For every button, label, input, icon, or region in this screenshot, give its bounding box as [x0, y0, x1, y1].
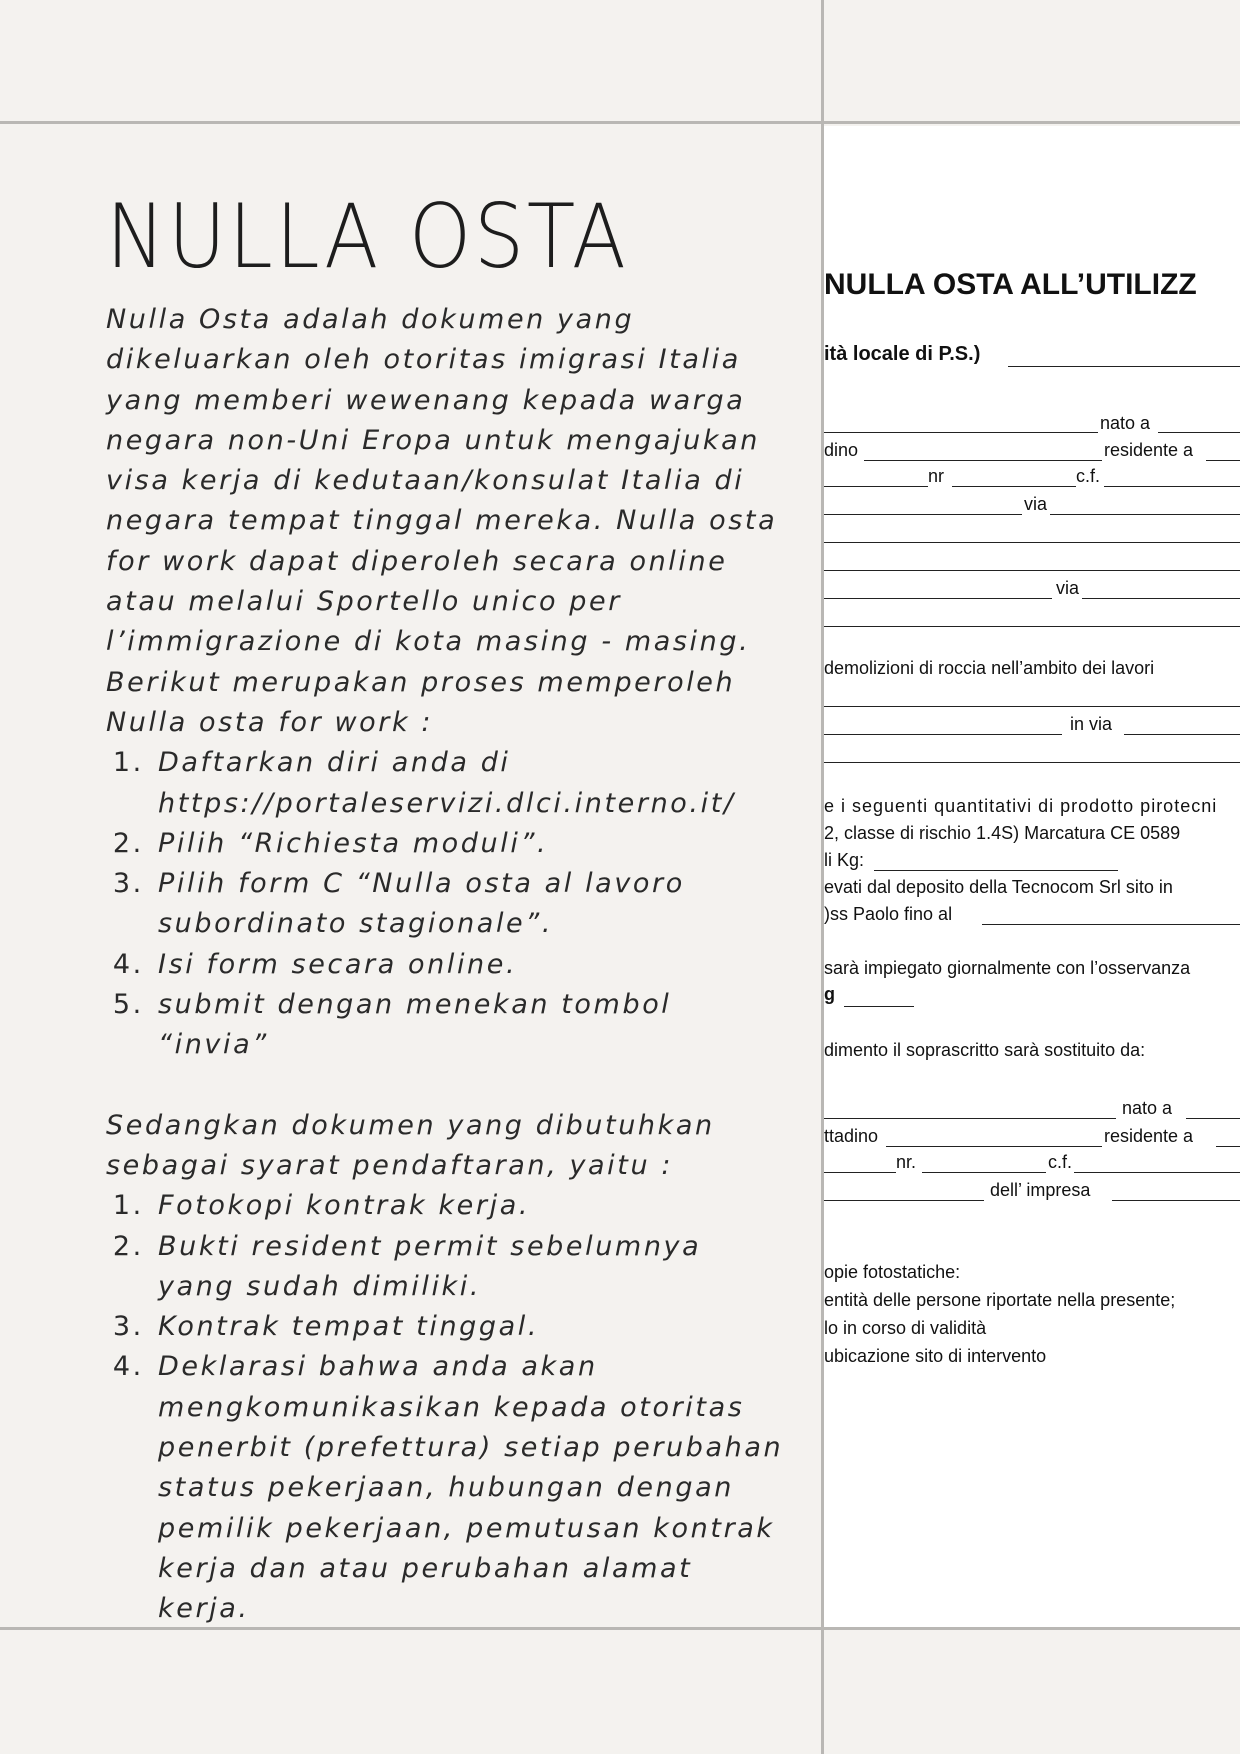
step-item: 2. Pilih “Richiesta moduli”.	[155, 824, 786, 864]
form-label-cf-2: c.f.	[1048, 1152, 1073, 1172]
form-label-nr: nr	[928, 466, 945, 486]
form-underline	[1186, 1118, 1240, 1119]
form-label-nato-a: nato a	[1100, 413, 1151, 433]
form-label-residente-a-2: residente a	[1104, 1126, 1194, 1146]
requirement-item: 1. Fotokopi kontrak kerja.	[155, 1186, 786, 1226]
form-underline	[1124, 734, 1240, 735]
form-authority: ità locale di P.S.)	[824, 343, 981, 365]
form-underline	[824, 432, 1098, 433]
form-underline	[1206, 460, 1240, 461]
form-underline	[824, 626, 1240, 627]
form-underline	[1050, 514, 1240, 515]
form-label-g: g	[824, 984, 835, 1004]
form-underline	[824, 734, 1062, 735]
form-underline	[1082, 598, 1240, 599]
requirement-item: 4. Deklarasi bahwa anda akan mengkomunikasikan kepada otoritas penerbit (prefettura) setiap perubahan status pekerjaan, hubungan dengan pemilik pekerjaan, pemutusan kontrak kerja dan atau perubahan alamat kerja.	[155, 1347, 786, 1629]
requirement-item: 3. Kontrak tempat tinggal.	[155, 1307, 786, 1347]
form-heading: NULLA OSTA ALL’UTILIZZ	[824, 268, 1197, 301]
form-label-dino: dino	[824, 440, 859, 460]
form-underline	[952, 486, 1076, 487]
form-label-kg: li Kg:	[824, 850, 865, 870]
form-label-cf: c.f.	[1076, 466, 1101, 486]
form-underline	[1158, 432, 1240, 433]
page-title: NULLA OSTA	[106, 185, 629, 288]
form-underline	[824, 1200, 984, 1201]
requirement-item: 2. Bukti resident permit sebelumnya yang sudah dimiliki.	[155, 1227, 786, 1308]
form-label-nr-2: nr.	[896, 1152, 917, 1172]
form-text-oss-paolo: )ss Paolo fino al	[824, 904, 953, 924]
step-item: 3. Pilih form C “Nulla osta al lavoro subordinato stagionale”.	[155, 864, 786, 945]
form-underline	[824, 762, 1240, 763]
step-item: 1. Daftarkan diri anda di https://portaleservizi.dlci.interno.it/	[155, 743, 786, 824]
step-item: 5. submit dengan menekan tombol “invia”	[155, 985, 786, 1066]
form-underline	[824, 1172, 896, 1173]
form-document-image	[824, 126, 1240, 1627]
form-text-copie: opie fotostatiche:	[824, 1262, 961, 1282]
form-label-via: via	[1024, 494, 1048, 514]
article-body	[106, 300, 786, 1630]
form-underline	[844, 1006, 914, 1007]
form-underline	[982, 924, 1240, 925]
form-label-impresa: dell’ impresa	[990, 1180, 1091, 1200]
form-text-impiegato: sarà impiegato giornalmente con l’osservanza	[824, 958, 1191, 978]
intro-paragraph: Nulla Osta adalah dokumen yang dikeluarkan oleh otoritas imigrasi Italia yang memberi wewenang kepada warga negara non-Uni Eropa untuk mengajukan visa kerja di kedutaan/konsulat Italia di negara tempat tinggal mereka. Nulla osta for work dapat diperoleh secara online atau melalui Sportello unico per l’immigrazione di kota masing - masing. Berikut merupakan proses memperoleh Nulla osta for work :	[106, 304, 778, 738]
form-text-identita: entità delle persone riportate nella presente;	[824, 1290, 1176, 1310]
form-underline	[824, 706, 1240, 707]
form-underline	[1112, 1200, 1240, 1201]
form-underline	[824, 514, 1022, 515]
form-label-via: via	[1056, 578, 1080, 598]
steps-list	[106, 743, 786, 1065]
form-underline	[824, 486, 928, 487]
top-divider	[0, 121, 1240, 124]
spacer	[106, 1066, 786, 1106]
form-underline	[874, 870, 1118, 871]
form-underline	[1008, 366, 1240, 367]
form-label-residente-a: residente a	[1104, 440, 1194, 460]
requirements-list	[106, 1186, 786, 1629]
form-underline	[922, 1172, 1046, 1173]
form-text-classe: 2, classe di rischio 1.4S) Marcatura CE 0589	[824, 823, 1181, 843]
form-text-sostituito: dimento il soprascritto sarà sostituito da:	[824, 1040, 1146, 1060]
form-text-demolizioni: demolizioni di roccia nell’ambito dei lavori	[824, 658, 1155, 678]
form-label-ttadino: ttadino	[824, 1126, 879, 1146]
form-text-prelevati: evati dal deposito della Tecnocom Srl sito in	[824, 877, 1173, 897]
form-label-nato-a-2: nato a	[1122, 1098, 1173, 1118]
form-text-validita: lo in corso di validità	[824, 1318, 987, 1338]
form-underline	[824, 1118, 1116, 1119]
form-underline	[1104, 486, 1240, 487]
requirements-intro: Sedangkan dokumen yang dibutuhkan sebagai syarat pendaftaran, yaitu :	[106, 1109, 715, 1181]
form-underline	[1074, 1172, 1240, 1173]
form-label-in-via: in via	[1070, 714, 1113, 734]
form-underline	[886, 1146, 1102, 1147]
step-item: 4. Isi form secara online.	[155, 945, 786, 985]
form-text-ubicazione: ubicazione sito di intervento	[824, 1346, 1047, 1366]
form-text-seguenti: e i seguenti quantitativi di prodotto pirotecni	[824, 796, 1218, 816]
form-underline	[824, 598, 1052, 599]
form-underline	[824, 570, 1240, 571]
form-underline	[1216, 1146, 1240, 1147]
form-underline	[824, 542, 1240, 543]
form-underline	[864, 460, 1102, 461]
